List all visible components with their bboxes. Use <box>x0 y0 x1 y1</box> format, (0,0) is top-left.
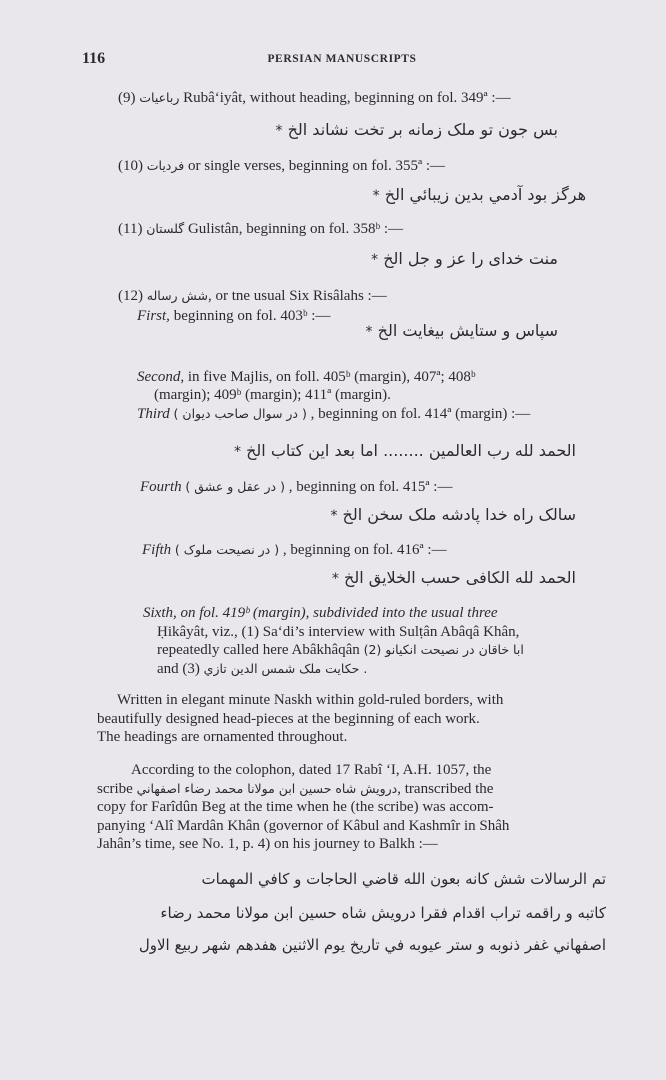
colophon-paragraph: According to the colophon, dated 17 Rabî ‘I, A.H. 1057, the scribe درويش شاه حسين ابن مولانا محمد رضاء اصفهاني, transcribed the copy for Farîdûn Beg at the time when he (the scribe) was accom- panying ‘Alî Mardân Khân (governor of Kâbul and Kashmîr in Shâh Jahân’s time, see No. 1, p. 4) on his journey to Balkh :— <box>97 762 510 853</box>
entry-11-text: Gulistân, beginning on fol. 358ᵇ :— <box>187 221 403 237</box>
entry-12: (12) شش رساله, or tne usual Six Risâlahs :— <box>118 288 387 304</box>
colophon-persian-1: تم الرسالات شش کانه بعون الله قاضي الحاجات و کافي المهمات <box>201 870 606 888</box>
entry-10: (10) فردیات or single verses, beginning on fol. 355ª :— <box>118 158 446 174</box>
risalah-fifth-verse: الحمد لله الکافی حسب الخلایق الخ * <box>331 568 576 587</box>
risalah-third-verse: الحمد لله رب العالمين ........ اما بعد اين کتاب الخ * <box>233 441 576 460</box>
entry-9-text: Rubâ‘iyât, without heading, beginning on fol. 349ª :— <box>183 90 511 106</box>
risalah-second-cont: (margin); 409ᵇ (margin); 411ª (margin). <box>154 387 391 403</box>
entry-12-persian: شش رساله <box>146 288 208 303</box>
entry-10-text: or single verses, beginning on fol. 355ª :— <box>188 158 446 174</box>
running-title: PERSIAN MANUSCRIPTS <box>267 53 417 65</box>
risalah-fourth-verse: سالک راه خدا پادشه ملک سخن الخ * <box>330 505 576 524</box>
description-paragraph: Written in elegant minute Naskh within gold-ruled borders, with beautifully designed head-pieces at the beginning of each work. The headings are ornamented throughout. <box>97 692 504 746</box>
page-number: 116 <box>82 50 106 67</box>
entry-11-verse: منت خدای را عز و جل الخ * <box>371 249 558 268</box>
colophon-persian-3: اصفهاني غفر ذنوبه و ستر عيوبه في تاريخ يوم الاثنين هفدهم شهر ربيع الاول <box>138 936 606 954</box>
entry-9: (9) رباعیات Rubâ‘iyât, without heading, beginning on fol. 349ª :— <box>118 90 511 106</box>
entry-11-persian: گلستان <box>146 221 185 236</box>
entry-10-persian: فردیات <box>146 158 185 173</box>
entry-9-verse: بس جون تو ملک زمانه بر تخت نشاند الخ * <box>275 120 558 139</box>
risalah-first-verse: سپاس و ستایش بیغایت الخ * <box>365 321 558 340</box>
risalah-fifth: Fifth ( در نصیحت ملوک ) , beginning on fol. 416ª :— <box>142 542 447 558</box>
risalah-sixth: Sixth, on fol. 419ᵇ (margin), subdivided into the usual three Ḥikâyât, viz., (1) Sa‘di’s interview with Sulṭân Abâqâ Khân, repeatedly called here Abâkhâqân (2) ابا خاقان در نصیحت انکیانو and (3) حکایت ملک شمس الدین تازي . <box>143 605 524 677</box>
risalah-first: First, beginning on fol. 403ᵇ :— <box>137 308 331 324</box>
entry-10-verse: هرگز بود آدمي بدين زيبائي الخ * <box>372 185 586 204</box>
risalah-third: Third ( در سوال صاحب دیوان ) , beginning on fol. 414ª (margin) :— <box>137 406 531 422</box>
risalah-fourth: Fourth ( در عقل و عشق ) , beginning on fol. 415ª :— <box>140 479 453 495</box>
colophon-persian-2: کاتبه و راقمه تراب اقدام فقرا درويش شاه حسين ابن مولانا محمد رضاء <box>160 904 606 922</box>
entry-12-text: , or tne usual Six Risâlahs :— <box>207 288 387 304</box>
page-header <box>82 50 602 72</box>
risalah-second: Second, in five Majlis, on foll. 405ᵇ (margin), 407ª; 408ᵇ <box>137 369 476 385</box>
entry-9-persian: رباعیات <box>139 90 180 105</box>
entry-11: (11) گلستان Gulistân, beginning on fol. 358ᵇ :— <box>118 221 403 237</box>
